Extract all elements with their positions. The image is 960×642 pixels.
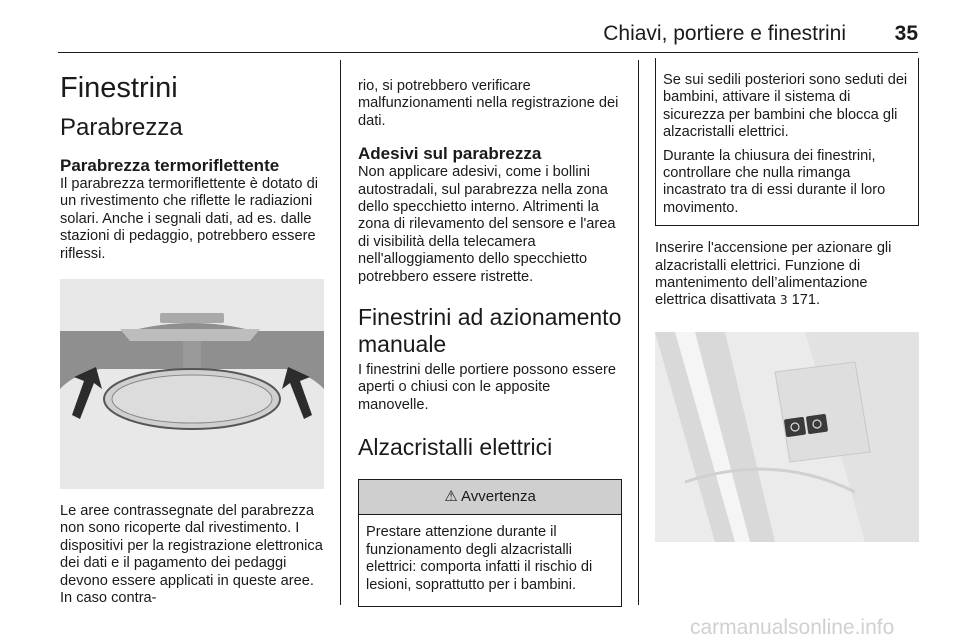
paragraph-manuale: I finestrini delle portiere possono essere aperti o chiusi con le apposite manovelle. [358, 362, 616, 413]
mirror-illustration [60, 279, 324, 489]
page-number: 35 [894, 22, 918, 45]
page-reference: 171. [791, 292, 821, 309]
warning-box [358, 479, 622, 607]
heading-parabrezza: Parabrezza [60, 114, 183, 141]
column-divider [638, 60, 639, 605]
paragraph-accensione: Inserire l'accensione per azionare gli alzacristalli elettrici. Funzione di mantenimento dell’alimentazione elettrica disattivata 3 171. [655, 240, 892, 309]
warning-title: Avvertenza [461, 488, 536, 506]
header-title: Chiavi, portiere e finestrini [603, 22, 846, 45]
heading-adesivi: Adesivi sul parabrezza [358, 144, 542, 164]
paragraph-aree-contrassegnate: Le aree contrassegnate del parabrezza non sono ricoperte dal rivestimento. I dispositivi per la registrazione elettronica dei dati e il pagamento dei pedaggi devono essere applicati in queste aree. In caso contra- [60, 503, 323, 607]
column-divider [340, 60, 341, 605]
heading-finestrini: Finestrini [60, 72, 178, 104]
note-closing: Durante la chiusura dei finestrini, controllare che nulla rimanga incastrato tra di essi durante il loro movimento. [663, 147, 886, 216]
heading-parabrezza-termoriflettente: Parabrezza termoriflettente [60, 156, 280, 175]
paragraph-termoriflettente: Il parabrezza termoriflettente è dotato di un rivestimento che riflette le radiazioni solari. Anche i segnali dati, ad es. dalle stazioni di pedaggio, potrebbero essere riflessi. [60, 176, 318, 262]
warning-triangle-icon: ⚠ [444, 488, 458, 506]
window-switch-illustration [655, 332, 919, 542]
note-box [655, 58, 919, 226]
paragraph-adesivi: Non applicare adesivi, come i bollini autostradali, sul parabrezza nella zona dello specchietto interno. Altrimenti la zona di rilevamento del sensore e l'area di visibilità della telecamera nell'alloggiamento dello specchietto potrebbero essere ristrette. [358, 164, 616, 285]
paragraph-continuation: rio, si potrebbero verificare malfunzionamenti nella registrazione dei dati. [358, 78, 619, 129]
heading-alzacristalli: Alzacristalli elettrici [358, 434, 553, 461]
warning-text: Prestare attenzione durante il funzionamento degli alzacristalli elettrici: comporta infatti il rischio di lesioni, soprattutto per i bambini. [366, 524, 593, 593]
page-header [58, 14, 918, 53]
note-children: Se sui sedili posteriori sono seduti dei bambini, attivare il sistema di sicurezza per bambini che blocca gli alzacristalli elettrici. [663, 72, 908, 141]
watermark: carmanualsonline.info [690, 616, 895, 639]
column-2 [358, 60, 622, 607]
column-3 [655, 60, 919, 310]
heading-azionamento-manuale: Finestrini ad azionamento manuale [358, 304, 622, 358]
page-reference-icon: 3 [779, 293, 788, 308]
column-1 [60, 60, 324, 607]
warning-header [359, 480, 621, 515]
